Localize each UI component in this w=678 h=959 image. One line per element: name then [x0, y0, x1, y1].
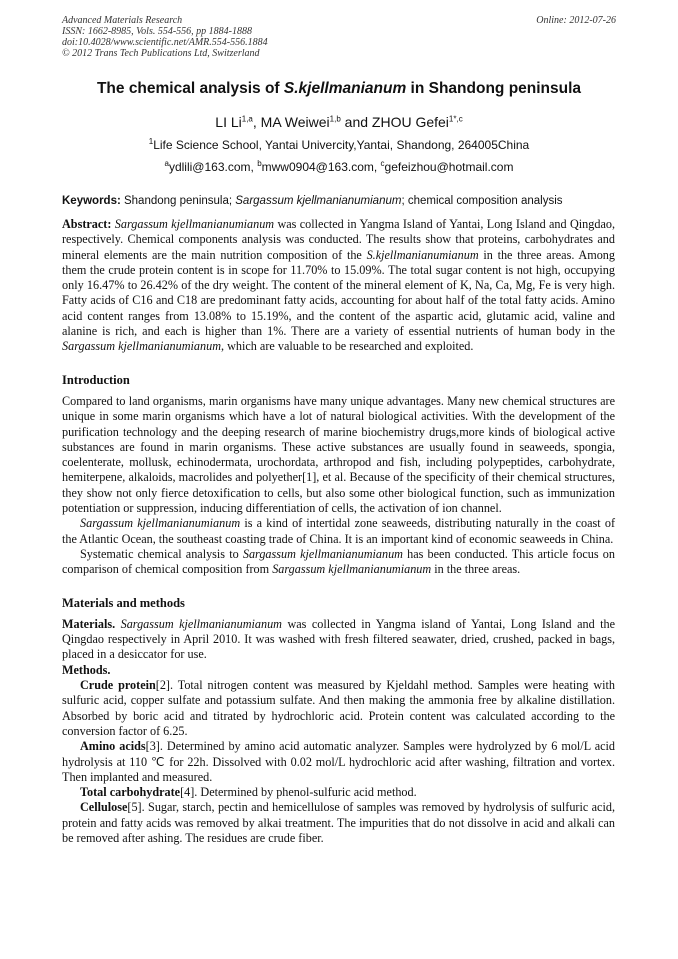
paper-title [40, 80, 638, 98]
online-date: Online: 2012-07-26 [536, 15, 616, 26]
author-2: MA Weiwei [260, 114, 330, 130]
copyright-line: © 2012 Trans Tech Publications Ltd, Switzerland [62, 48, 260, 59]
abstract-label: Abstract: [62, 217, 112, 231]
title-pre: The chemical analysis of [96, 80, 284, 97]
methods-label [62, 663, 615, 678]
intro-p2-species: Sargassum kjellmanianumianum [80, 516, 241, 531]
intro-p2-text: is a kind of intertidal zone seaweeds, distributing naturally in the coast of the Atlantic Ocean, the southeast coasting trade of China. It is an important kind of economic seaweeds in China. [62, 516, 615, 546]
author-list [40, 114, 638, 130]
amino-acids-text: [3]. Determined by amino acid automatic analyzer. Samples were hydrolyzed by 6 mol/L acid hydrolysis at 110 ℃ for 22h. Dissolved with 0.02 mol/L hydrochloric acid after washing, filtration and vortex. Then implanted and measured. [62, 739, 615, 784]
affiliation [40, 138, 638, 152]
amino-acids-label: Amino acids [80, 739, 146, 754]
keywords-part-3: ; chemical composition analysis [401, 195, 563, 207]
affiliation-sup: 1 [148, 137, 154, 146]
journal-name: Advanced Materials Research [62, 15, 183, 26]
intro-paragraph-1: Compared to land organisms, marin organisms have many unique advantages. Many new chemical structures are unique in some marin organisms which have a lot of natural biological activities. With the development of the purification technology and the deeping research of marine biochemistry drugs,more kinds of biological active substances are found in marin organisms. These active substances are usually found in seaweeds, spongia, coelenterate, mollusk, echinodermata, urochordata, arthropod and fish, including polypeptides, carbohydrate, hemiterpene, alkaloids, macrolides and polyether[1], et al. Because of the specificity of their chemical structures, they show not only fierce detoxification to cells, but also some other biological function, such as immunization potentiation or suppression, inducing differentiation of cells, the activation of ion channel. [62, 393, 615, 516]
crude-protein-paragraph [62, 678, 615, 739]
cellulose-label: Cellulose [80, 800, 128, 815]
keywords-species: Sargassum kjellmanianumianum [235, 195, 402, 207]
author-1-sup: 1,a [241, 114, 253, 124]
author-3-sup: 1*,c [448, 114, 463, 124]
intro-paragraph-3 [62, 547, 615, 578]
email-c-sup: c [380, 159, 385, 168]
abstract-species-2: S.kjellmanianumianum [366, 247, 479, 262]
carbohydrate-text: [4]. Determined by phenol-sulfuric acid method. [180, 785, 417, 800]
affiliation-text: Life Science School, Yantai Univercity,Yantai, Shandong, 264005China [153, 138, 530, 152]
materials-species: Sargassum kjellmanianumianum [120, 616, 282, 631]
abstract-species-3: Sargassum kjellmanianumianum [62, 339, 221, 354]
materials-label: Materials. [62, 616, 116, 631]
intro-paragraph-2 [62, 516, 615, 547]
author-3: ZHOU Gefei [371, 114, 449, 130]
keywords-part-1: Shandong peninsula; [120, 195, 236, 207]
email-a: ydlili@163.com, [168, 160, 258, 174]
methods-heading: Materials and methods [62, 595, 185, 610]
amino-acids-paragraph [62, 739, 615, 785]
methods-label-text: Methods. [62, 662, 111, 677]
author-sep-2: and [340, 114, 372, 130]
abstract-text-4: , which are valuable to be researched and exploited. [221, 339, 474, 354]
cellulose-text: [5]. Sugar, starch, pectin and hemicellulose of samples was removed by hydrolysis of sulfuric acid, protein and fatty acids was removed by alkai treatment. The impurities that do not dissolve in acid and alkali can be removed after ashing. The residues are crude fiber. [62, 800, 615, 845]
email-a-sup: a [164, 159, 169, 168]
abstract-species-1: Sargassum kjellmanianumianum [114, 217, 275, 231]
intro-p3-text-a: Systematic chemical analysis to [80, 546, 243, 561]
keywords-label: Keywords: [62, 195, 121, 207]
abstract [62, 217, 615, 355]
author-2-sup: 1,b [329, 114, 341, 124]
abstract-text-2: was collected in Yangma Island of Yantai, Long Island and Qingdao, respectively. Chemical components analysis was conducted. The results show that proteins, carbohydrates and mineral elements are the main nutrition composition of the [62, 217, 615, 262]
cellulose-paragraph [62, 800, 615, 846]
crude-protein-label: Crude protein [80, 678, 156, 693]
doi-line: doi:10.4028/www.scientific.net/AMR.554-556.1884 [62, 37, 268, 48]
email-c: gefeizhou@hotmail.com [384, 160, 514, 174]
author-1: LI Li [215, 114, 242, 130]
author-sep-1: , [252, 114, 261, 130]
carbohydrate-label: Total carbohydrate [80, 785, 181, 800]
materials-text: was collected in Yangma island of Yantai, Long Island and the Qingdao respectively in April 2010. It was washed with fresh filtered seawater, dried, crushed, packed in bags, placed in a desiccator for use. [62, 616, 616, 662]
paper-body [62, 217, 615, 846]
issn-line: ISSN: 1662-8985, Vols. 554-556, pp 1884-1888 [62, 26, 252, 37]
title-post: in Shandong peninsula [406, 80, 582, 97]
crude-protein-text: [2]. Total nitrogen content was measured by Kjeldahl method. Samples were heating with sulfuric acid, copper sulfate and potassium sulfate. And then making the ammonia free by alkaline distillation. Absorbed by boric acid and titrated by hydrochloric acid. Protein content was calculated according to the conversion factor of 6.25. [62, 678, 615, 738]
title-species: S.kjellmanianum [283, 80, 407, 97]
email-b: mww0904@163.com, [261, 160, 381, 174]
introduction-heading: Introduction [62, 372, 130, 387]
carbohydrate-paragraph [62, 785, 615, 800]
intro-p3-species-2: Sargassum kjellmanianumianum [272, 562, 432, 577]
intro-p3-species-1: Sargassum kjellmanianumianum [242, 546, 403, 561]
email-list [40, 160, 638, 174]
keywords [62, 195, 622, 207]
email-b-sup: b [257, 159, 262, 168]
abstract-text-3: in the three areas. Among them the crude protein content is in scope for 11.70% to 15.09%. The total sugar content is not high, occupying only 16.47% to 26.42% of the dry weight. The content of the mineral element of K, Na, Ca, Mg, Fe is very high. Fatty acids of C16 and C18 are predominant fatty acids, accounting for about half of the total fatty acids. Amino acid content ranges from 13.08% to 15.19%, and the content of the aspartic acid, glutamic acid, valine and alanine is rich, and each is higher than 1%. There are a variety of essential nutrients of human body in the [62, 247, 615, 339]
materials-paragraph [62, 617, 615, 663]
intro-p3-text-b: has been conducted. This article focus on comparison of chemical composition from [62, 546, 615, 577]
running-header [62, 15, 616, 59]
intro-p3-text-c: in the three areas. [431, 562, 521, 577]
